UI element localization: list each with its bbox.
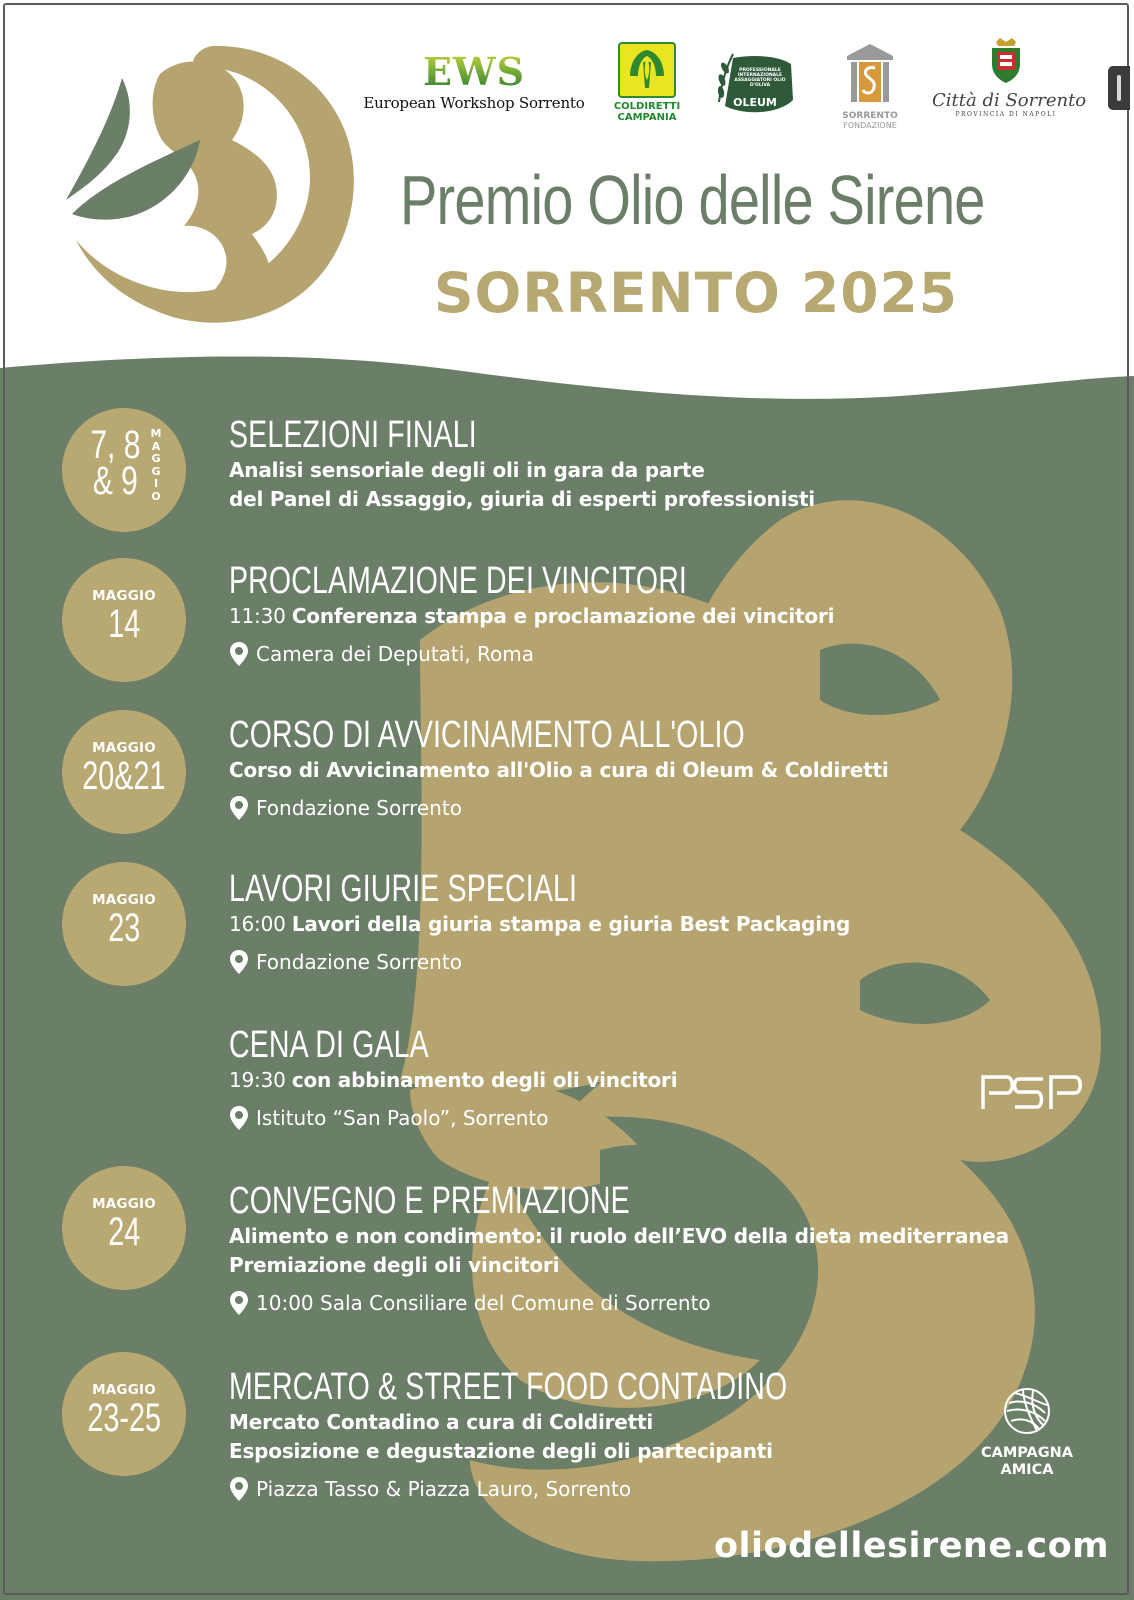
event-line: 16:00 Lavori della giuria stampa e giuria Best Packaging (229, 912, 851, 936)
temple-icon (843, 42, 897, 106)
poster-subtitle: SORRENTO 2025 (433, 261, 959, 325)
event-location: Fondazione Sorrento (229, 793, 917, 823)
coldiretti-emblem-icon (618, 42, 676, 98)
location-pin-icon (229, 795, 249, 821)
event-line: Analisi sensoriale degli oli in gara da parte (229, 458, 705, 482)
event-location: Camera dei Deputati, Roma (229, 639, 840, 669)
event-5 (229, 1024, 677, 1133)
ews-logo (358, 49, 590, 112)
date-badge-4 (62, 862, 186, 986)
date-month: MAGGIO (92, 892, 156, 908)
ews-subtitle: European Workshop Sorrento (363, 94, 585, 112)
oleum-small-text: PROFESSIONALE INTERNAZIONALE ASSAGGIATORI OLIO D'OLIVA (734, 68, 786, 88)
event-line: Alimento e non condimento: il ruolo dell’EVO della dieta mediterranea (229, 1224, 1009, 1248)
date-badge-7 (62, 1352, 186, 1476)
location-pin-icon (229, 641, 249, 667)
event-location: Piazza Tasso & Piazza Lauro, Sorrento (229, 1474, 973, 1504)
psp-logo-icon (981, 1058, 1081, 1113)
date-day: 14 (107, 602, 141, 646)
date-badge-1 (62, 408, 186, 532)
date-day: 20&21 (82, 754, 166, 798)
event-line: 11:30 Conferenza stampa e proclamazione dei vincitori (229, 604, 835, 628)
location-pin-icon (229, 1290, 249, 1316)
citta-name: Città di Sorrento (932, 90, 1087, 111)
location-pin-icon (229, 1476, 249, 1502)
coat-of-arms-icon (986, 38, 1026, 84)
sorrento-fondazione-text: SORRENTO (842, 111, 898, 121)
psp-logo (981, 1058, 1081, 1113)
campagna-amica-logo (968, 1385, 1086, 1479)
location-pin-icon (229, 949, 249, 975)
poster-title: Premio Olio delle Sirene (400, 161, 985, 239)
date-month: MAGGIO (92, 1382, 156, 1398)
event-location: Fondazione Sorrento (229, 947, 850, 977)
coldiretti-campania-logo (612, 42, 682, 123)
oleum-logo (715, 46, 797, 118)
location-pin-icon (229, 1105, 249, 1131)
event-line: Esposizione e degustazione degli oli partecipanti (229, 1439, 773, 1463)
event-title: MERCATO & STREET FOOD CONTADINO (229, 1366, 788, 1408)
date-badge-2 (62, 558, 186, 682)
citta-province: PROVINCIA DI NAPOLI (955, 111, 1057, 118)
date-day: 23 (107, 906, 141, 950)
scroll-handle[interactable] (1108, 66, 1130, 110)
date-month: MAGGIO (92, 1196, 156, 1212)
event-location: 10:00 Sala Consiliare del Comune di Sorrento (229, 1288, 1009, 1318)
citta-di-sorrento-logo (932, 38, 1087, 118)
date-days: 7, 8 & 9 (89, 423, 141, 503)
date-day: 24 (107, 1210, 141, 1254)
event-6 (229, 1180, 1009, 1318)
campagna-amica-text: CAMPAGNA AMICA (980, 1445, 1074, 1478)
sorrento-fondazione-logo (840, 42, 900, 130)
event-4 (229, 868, 850, 977)
event-title: SELEZIONI FINALI (229, 414, 477, 456)
event-line: 19:30 con abbinamento degli oli vincitori (229, 1068, 678, 1092)
event-line: Premiazione degli oli vincitori (229, 1253, 560, 1277)
event-3 (229, 714, 917, 823)
event-2 (229, 560, 840, 669)
event-1 (229, 414, 815, 514)
ews-mark: EWS (358, 52, 590, 92)
event-title: LAVORI GIURIE SPECIALI (229, 868, 578, 910)
event-title: CENA DI GALA (229, 1024, 429, 1066)
coldiretti-text: COLDIRETTI CAMPANIA (613, 101, 681, 123)
date-badge-6 (62, 1166, 186, 1290)
event-line: Corso di Avvicinamento all'Olio a cura di Oleum & Coldiretti (229, 758, 889, 782)
oleum-name: OLEUM (733, 96, 777, 109)
event-line: del Panel di Assaggio, giuria di esperti professionisti (229, 487, 815, 511)
date-month: MAGGIO (92, 740, 156, 756)
event-title: CORSO DI AVVICINAMENTO ALL'OLIO (229, 714, 745, 756)
event-line: Mercato Contadino a cura di Coldiretti (229, 1410, 654, 1434)
date-day: 23-25 (87, 1396, 161, 1440)
event-location: Istituto “San Paolo”, Sorrento (229, 1103, 677, 1133)
event-title: CONVEGNO E PREMIAZIONE (229, 1180, 630, 1222)
sorrento-fondazione-text-2: FONDAZIONE (843, 121, 897, 130)
date-badge-3 (62, 710, 186, 834)
siren-logo (66, 46, 354, 323)
event-7 (229, 1366, 973, 1504)
date-month-vertical: MAGGIO (150, 427, 162, 503)
svg-text:PSP: PSP (981, 1058, 1011, 1077)
website-link[interactable]: oliodellesirene.com (714, 1526, 1110, 1566)
date-month: MAGGIO (92, 588, 156, 604)
yarn-ball-icon (1001, 1385, 1053, 1437)
event-title: PROCLAMAZIONE DEI VINCITORI (229, 560, 688, 602)
